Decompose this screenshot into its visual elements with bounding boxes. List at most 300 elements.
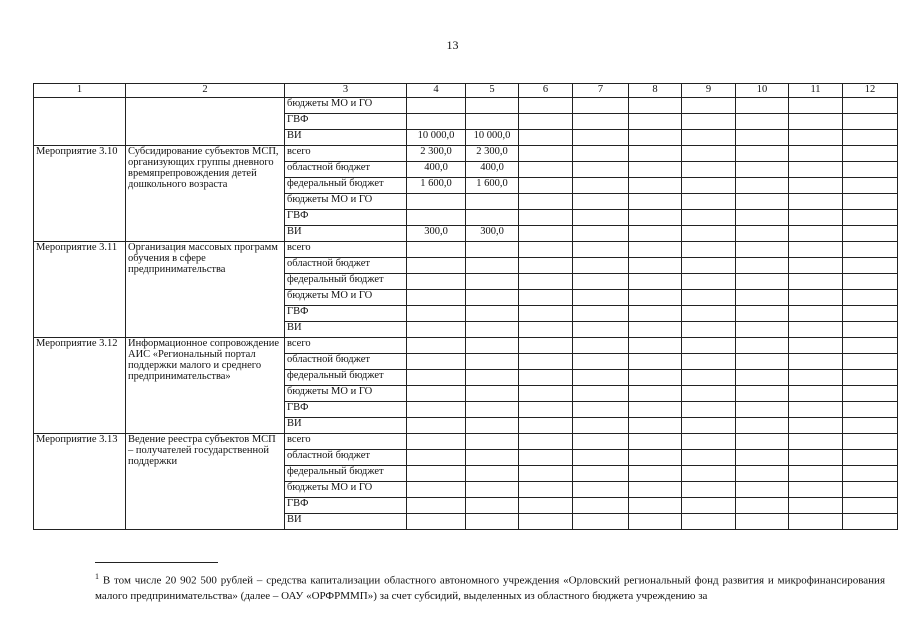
empty-cell bbox=[629, 274, 682, 290]
measure-code-cell: Мероприятие 3.12 bbox=[34, 338, 126, 434]
empty-cell bbox=[843, 418, 898, 434]
empty-cell bbox=[736, 258, 789, 274]
funding-source-cell: ВИ bbox=[285, 514, 407, 530]
empty-cell bbox=[573, 322, 629, 338]
empty-cell bbox=[573, 258, 629, 274]
empty-cell bbox=[789, 130, 843, 146]
empty-cell bbox=[519, 274, 573, 290]
empty-cell bbox=[843, 274, 898, 290]
empty-cell bbox=[573, 210, 629, 226]
page-number: 13 bbox=[446, 38, 459, 52]
empty-cell bbox=[573, 226, 629, 242]
empty-cell bbox=[843, 498, 898, 514]
table-row bbox=[34, 98, 898, 114]
empty-cell bbox=[736, 114, 789, 130]
empty-cell bbox=[682, 162, 736, 178]
empty-cell bbox=[682, 402, 736, 418]
measure-description-cell: Организация массовых программ обучения в сфере предпринимательства bbox=[126, 242, 285, 338]
empty-cell bbox=[519, 370, 573, 386]
empty-cell bbox=[682, 498, 736, 514]
empty-cell bbox=[573, 338, 629, 354]
empty-cell bbox=[843, 434, 898, 450]
amount-cell bbox=[407, 514, 466, 530]
empty-cell bbox=[519, 290, 573, 306]
empty-cell bbox=[573, 194, 629, 210]
empty-cell bbox=[736, 482, 789, 498]
empty-cell bbox=[682, 306, 736, 322]
empty-cell bbox=[519, 242, 573, 258]
empty-cell bbox=[843, 354, 898, 370]
empty-cell bbox=[682, 354, 736, 370]
amount-cell: 400,0 bbox=[407, 162, 466, 178]
empty-cell bbox=[736, 210, 789, 226]
funding-source-cell: федеральный бюджет bbox=[285, 274, 407, 290]
empty-cell bbox=[843, 178, 898, 194]
empty-cell bbox=[789, 98, 843, 114]
empty-cell bbox=[843, 130, 898, 146]
amount-cell bbox=[407, 258, 466, 274]
empty-cell bbox=[682, 178, 736, 194]
budget-table bbox=[33, 83, 898, 530]
funding-source-cell: областной бюджет bbox=[285, 354, 407, 370]
amount-cell bbox=[407, 322, 466, 338]
empty-cell bbox=[629, 386, 682, 402]
empty-cell bbox=[629, 306, 682, 322]
measure-code-cell: Мероприятие 3.10 bbox=[34, 146, 126, 242]
amount-cell: 1 600,0 bbox=[407, 178, 466, 194]
amount-cell bbox=[466, 370, 519, 386]
empty-cell bbox=[519, 402, 573, 418]
empty-cell bbox=[519, 306, 573, 322]
empty-cell bbox=[573, 146, 629, 162]
amount-cell bbox=[466, 258, 519, 274]
empty-cell bbox=[573, 450, 629, 466]
measure-code-cell bbox=[34, 98, 126, 146]
amount-cell bbox=[407, 482, 466, 498]
amount-cell bbox=[466, 418, 519, 434]
funding-source-cell: областной бюджет bbox=[285, 162, 407, 178]
column-header: 9 bbox=[682, 84, 736, 98]
empty-cell bbox=[789, 290, 843, 306]
empty-cell bbox=[736, 178, 789, 194]
amount-cell bbox=[466, 498, 519, 514]
column-header: 1 bbox=[34, 84, 126, 98]
amount-cell bbox=[407, 114, 466, 130]
empty-cell bbox=[519, 194, 573, 210]
empty-cell bbox=[736, 450, 789, 466]
empty-cell bbox=[682, 386, 736, 402]
table-row bbox=[34, 146, 898, 162]
amount-cell bbox=[407, 370, 466, 386]
funding-source-cell: областной бюджет bbox=[285, 258, 407, 274]
funding-source-cell: ГВФ bbox=[285, 210, 407, 226]
empty-cell bbox=[682, 450, 736, 466]
empty-cell bbox=[629, 450, 682, 466]
empty-cell bbox=[789, 498, 843, 514]
table-row bbox=[34, 242, 898, 258]
empty-cell bbox=[736, 226, 789, 242]
empty-cell bbox=[789, 322, 843, 338]
empty-cell bbox=[789, 386, 843, 402]
amount-cell bbox=[407, 354, 466, 370]
empty-cell bbox=[629, 466, 682, 482]
amount-cell bbox=[407, 418, 466, 434]
empty-cell bbox=[789, 450, 843, 466]
amount-cell: 2 300,0 bbox=[466, 146, 519, 162]
empty-cell bbox=[519, 418, 573, 434]
empty-cell bbox=[736, 514, 789, 530]
empty-cell bbox=[843, 290, 898, 306]
amount-cell bbox=[466, 338, 519, 354]
amount-cell bbox=[466, 482, 519, 498]
amount-cell: 300,0 bbox=[407, 226, 466, 242]
empty-cell bbox=[682, 146, 736, 162]
column-header: 11 bbox=[789, 84, 843, 98]
empty-cell bbox=[573, 418, 629, 434]
column-header: 10 bbox=[736, 84, 789, 98]
measure-description-cell bbox=[126, 98, 285, 146]
empty-cell bbox=[629, 178, 682, 194]
empty-cell bbox=[573, 466, 629, 482]
amount-cell: 10 000,0 bbox=[407, 130, 466, 146]
empty-cell bbox=[682, 338, 736, 354]
amount-cell bbox=[466, 242, 519, 258]
funding-source-cell: ГВФ bbox=[285, 306, 407, 322]
amount-cell bbox=[466, 114, 519, 130]
empty-cell bbox=[629, 226, 682, 242]
amount-cell bbox=[466, 290, 519, 306]
empty-cell bbox=[682, 226, 736, 242]
funding-source-cell: ВИ bbox=[285, 322, 407, 338]
empty-cell bbox=[682, 258, 736, 274]
empty-cell bbox=[843, 258, 898, 274]
funding-source-cell: бюджеты МО и ГО bbox=[285, 98, 407, 114]
empty-cell bbox=[519, 514, 573, 530]
empty-cell bbox=[519, 162, 573, 178]
empty-cell bbox=[843, 466, 898, 482]
funding-source-cell: ГВФ bbox=[285, 498, 407, 514]
column-header: 5 bbox=[466, 84, 519, 98]
empty-cell bbox=[573, 114, 629, 130]
empty-cell bbox=[736, 274, 789, 290]
empty-cell bbox=[789, 418, 843, 434]
column-header: 6 bbox=[519, 84, 573, 98]
empty-cell bbox=[682, 322, 736, 338]
empty-cell bbox=[573, 354, 629, 370]
amount-cell: 10 000,0 bbox=[466, 130, 519, 146]
empty-cell bbox=[519, 146, 573, 162]
amount-cell bbox=[407, 466, 466, 482]
amount-cell bbox=[466, 450, 519, 466]
empty-cell bbox=[573, 162, 629, 178]
empty-cell bbox=[573, 482, 629, 498]
empty-cell bbox=[629, 338, 682, 354]
amount-cell bbox=[466, 434, 519, 450]
empty-cell bbox=[682, 482, 736, 498]
empty-cell bbox=[736, 306, 789, 322]
empty-cell bbox=[573, 306, 629, 322]
empty-cell bbox=[682, 434, 736, 450]
empty-cell bbox=[573, 98, 629, 114]
empty-cell bbox=[843, 370, 898, 386]
funding-source-cell: всего bbox=[285, 146, 407, 162]
empty-cell bbox=[519, 322, 573, 338]
empty-cell bbox=[843, 162, 898, 178]
empty-cell bbox=[682, 290, 736, 306]
empty-cell bbox=[519, 178, 573, 194]
empty-cell bbox=[519, 226, 573, 242]
empty-cell bbox=[573, 434, 629, 450]
empty-cell bbox=[573, 242, 629, 258]
column-header: 4 bbox=[407, 84, 466, 98]
empty-cell bbox=[629, 402, 682, 418]
footnote-text: В том числе 20 902 500 рублей – средства капитализации областного автономного учреждения «Орловский региональный фонд развития и микрофинансирования малого предпринимательства» (далее – ОАУ «ОРФРММП») за счет субсидий, выделенных из областного бюджета учреждению за bbox=[95, 574, 885, 602]
funding-source-cell: федеральный бюджет bbox=[285, 370, 407, 386]
amount-cell bbox=[466, 322, 519, 338]
empty-cell bbox=[629, 498, 682, 514]
empty-cell bbox=[789, 226, 843, 242]
empty-cell bbox=[736, 370, 789, 386]
empty-cell bbox=[519, 210, 573, 226]
amount-cell bbox=[407, 402, 466, 418]
empty-cell bbox=[843, 402, 898, 418]
empty-cell bbox=[682, 98, 736, 114]
empty-cell bbox=[519, 98, 573, 114]
funding-source-cell: федеральный бюджет bbox=[285, 466, 407, 482]
empty-cell bbox=[629, 514, 682, 530]
empty-cell bbox=[843, 386, 898, 402]
amount-cell bbox=[407, 338, 466, 354]
empty-cell bbox=[789, 466, 843, 482]
empty-cell bbox=[843, 226, 898, 242]
amount-cell bbox=[466, 274, 519, 290]
empty-cell bbox=[789, 210, 843, 226]
empty-cell bbox=[843, 338, 898, 354]
empty-cell bbox=[736, 418, 789, 434]
empty-cell bbox=[789, 354, 843, 370]
empty-cell bbox=[843, 114, 898, 130]
empty-cell bbox=[573, 386, 629, 402]
empty-cell bbox=[629, 322, 682, 338]
empty-cell bbox=[843, 514, 898, 530]
amount-cell: 400,0 bbox=[466, 162, 519, 178]
funding-source-cell: бюджеты МО и ГО bbox=[285, 194, 407, 210]
empty-cell bbox=[629, 130, 682, 146]
empty-cell bbox=[789, 274, 843, 290]
measure-description-cell: Информационное сопровождение АИС «Региональный портал поддержки малого и среднего предпринимательства» bbox=[126, 338, 285, 434]
empty-cell bbox=[789, 194, 843, 210]
column-header: 2 bbox=[126, 84, 285, 98]
table-row bbox=[34, 338, 898, 354]
empty-cell bbox=[843, 210, 898, 226]
empty-cell bbox=[682, 114, 736, 130]
amount-cell bbox=[407, 210, 466, 226]
amount-cell bbox=[466, 194, 519, 210]
empty-cell bbox=[573, 370, 629, 386]
empty-cell bbox=[629, 162, 682, 178]
empty-cell bbox=[736, 130, 789, 146]
empty-cell bbox=[843, 98, 898, 114]
empty-cell bbox=[789, 434, 843, 450]
empty-cell bbox=[789, 242, 843, 258]
amount-cell bbox=[407, 306, 466, 322]
empty-cell bbox=[736, 194, 789, 210]
empty-cell bbox=[519, 338, 573, 354]
empty-cell bbox=[736, 338, 789, 354]
empty-cell bbox=[682, 466, 736, 482]
footnote-marker: 1 bbox=[95, 572, 99, 581]
header-row bbox=[34, 84, 898, 98]
empty-cell bbox=[789, 146, 843, 162]
empty-cell bbox=[789, 338, 843, 354]
empty-cell bbox=[573, 178, 629, 194]
empty-cell bbox=[789, 114, 843, 130]
empty-cell bbox=[843, 482, 898, 498]
empty-cell bbox=[519, 482, 573, 498]
amount-cell bbox=[407, 434, 466, 450]
amount-cell bbox=[466, 210, 519, 226]
empty-cell bbox=[573, 130, 629, 146]
empty-cell bbox=[736, 98, 789, 114]
empty-cell bbox=[629, 354, 682, 370]
empty-cell bbox=[789, 306, 843, 322]
empty-cell bbox=[573, 274, 629, 290]
empty-cell bbox=[519, 434, 573, 450]
empty-cell bbox=[736, 162, 789, 178]
empty-cell bbox=[629, 290, 682, 306]
funding-source-cell: ВИ bbox=[285, 226, 407, 242]
funding-source-cell: ГВФ bbox=[285, 114, 407, 130]
amount-cell bbox=[466, 466, 519, 482]
empty-cell bbox=[843, 242, 898, 258]
amount-cell bbox=[466, 354, 519, 370]
empty-cell bbox=[682, 370, 736, 386]
empty-cell bbox=[629, 482, 682, 498]
empty-cell bbox=[843, 322, 898, 338]
amount-cell bbox=[407, 450, 466, 466]
empty-cell bbox=[629, 114, 682, 130]
measure-description-cell: Ведение реестра субъектов МСП – получателей государственной поддержки bbox=[126, 434, 285, 530]
empty-cell bbox=[736, 402, 789, 418]
funding-source-cell: федеральный бюджет bbox=[285, 178, 407, 194]
column-header: 7 bbox=[573, 84, 629, 98]
empty-cell bbox=[573, 290, 629, 306]
empty-cell bbox=[789, 482, 843, 498]
empty-cell bbox=[629, 434, 682, 450]
empty-cell bbox=[573, 402, 629, 418]
amount-cell bbox=[466, 402, 519, 418]
empty-cell bbox=[682, 194, 736, 210]
footnote-separator bbox=[95, 562, 218, 563]
funding-source-cell: ВИ bbox=[285, 418, 407, 434]
empty-cell bbox=[629, 146, 682, 162]
amount-cell bbox=[466, 306, 519, 322]
empty-cell bbox=[519, 498, 573, 514]
amount-cell bbox=[407, 274, 466, 290]
empty-cell bbox=[789, 370, 843, 386]
empty-cell bbox=[682, 242, 736, 258]
column-header: 3 bbox=[285, 84, 407, 98]
empty-cell bbox=[573, 514, 629, 530]
amount-cell bbox=[466, 98, 519, 114]
amount-cell: 2 300,0 bbox=[407, 146, 466, 162]
measure-description-cell: Субсидирование субъектов МСП, организующих группы дневного времяпрепровождения детей дошкольного возраста bbox=[126, 146, 285, 242]
footnote bbox=[95, 569, 885, 604]
empty-cell bbox=[519, 386, 573, 402]
empty-cell bbox=[843, 306, 898, 322]
empty-cell bbox=[736, 386, 789, 402]
empty-cell bbox=[789, 514, 843, 530]
measure-code-cell: Мероприятие 3.11 bbox=[34, 242, 126, 338]
empty-cell bbox=[736, 146, 789, 162]
empty-cell bbox=[736, 242, 789, 258]
empty-cell bbox=[629, 210, 682, 226]
empty-cell bbox=[736, 322, 789, 338]
empty-cell bbox=[629, 258, 682, 274]
empty-cell bbox=[736, 466, 789, 482]
empty-cell bbox=[519, 450, 573, 466]
empty-cell bbox=[789, 258, 843, 274]
funding-source-cell: всего bbox=[285, 434, 407, 450]
empty-cell bbox=[736, 290, 789, 306]
amount-cell bbox=[407, 98, 466, 114]
amount-cell bbox=[407, 242, 466, 258]
empty-cell bbox=[736, 434, 789, 450]
empty-cell bbox=[789, 162, 843, 178]
column-header: 8 bbox=[629, 84, 682, 98]
amount-cell bbox=[407, 194, 466, 210]
empty-cell bbox=[682, 514, 736, 530]
funding-source-cell: бюджеты МО и ГО bbox=[285, 290, 407, 306]
empty-cell bbox=[843, 194, 898, 210]
funding-source-cell: областной бюджет bbox=[285, 450, 407, 466]
empty-cell bbox=[573, 498, 629, 514]
empty-cell bbox=[843, 146, 898, 162]
empty-cell bbox=[789, 178, 843, 194]
empty-cell bbox=[519, 130, 573, 146]
amount-cell bbox=[466, 514, 519, 530]
funding-source-cell: бюджеты МО и ГО bbox=[285, 386, 407, 402]
amount-cell bbox=[407, 386, 466, 402]
empty-cell bbox=[682, 418, 736, 434]
empty-cell bbox=[519, 466, 573, 482]
empty-cell bbox=[519, 114, 573, 130]
empty-cell bbox=[736, 498, 789, 514]
empty-cell bbox=[629, 194, 682, 210]
empty-cell bbox=[682, 274, 736, 290]
column-header: 12 bbox=[843, 84, 898, 98]
empty-cell bbox=[519, 354, 573, 370]
funding-source-cell: ГВФ bbox=[285, 402, 407, 418]
empty-cell bbox=[629, 418, 682, 434]
empty-cell bbox=[682, 210, 736, 226]
funding-source-cell: всего bbox=[285, 242, 407, 258]
empty-cell bbox=[736, 354, 789, 370]
empty-cell bbox=[682, 130, 736, 146]
empty-cell bbox=[629, 370, 682, 386]
amount-cell bbox=[407, 290, 466, 306]
empty-cell bbox=[629, 98, 682, 114]
empty-cell bbox=[629, 242, 682, 258]
empty-cell bbox=[519, 258, 573, 274]
funding-source-cell: бюджеты МО и ГО bbox=[285, 482, 407, 498]
funding-source-cell: всего bbox=[285, 338, 407, 354]
measure-code-cell: Мероприятие 3.13 bbox=[34, 434, 126, 530]
table-row bbox=[34, 434, 898, 450]
empty-cell bbox=[843, 450, 898, 466]
amount-cell: 1 600,0 bbox=[466, 178, 519, 194]
amount-cell bbox=[466, 386, 519, 402]
